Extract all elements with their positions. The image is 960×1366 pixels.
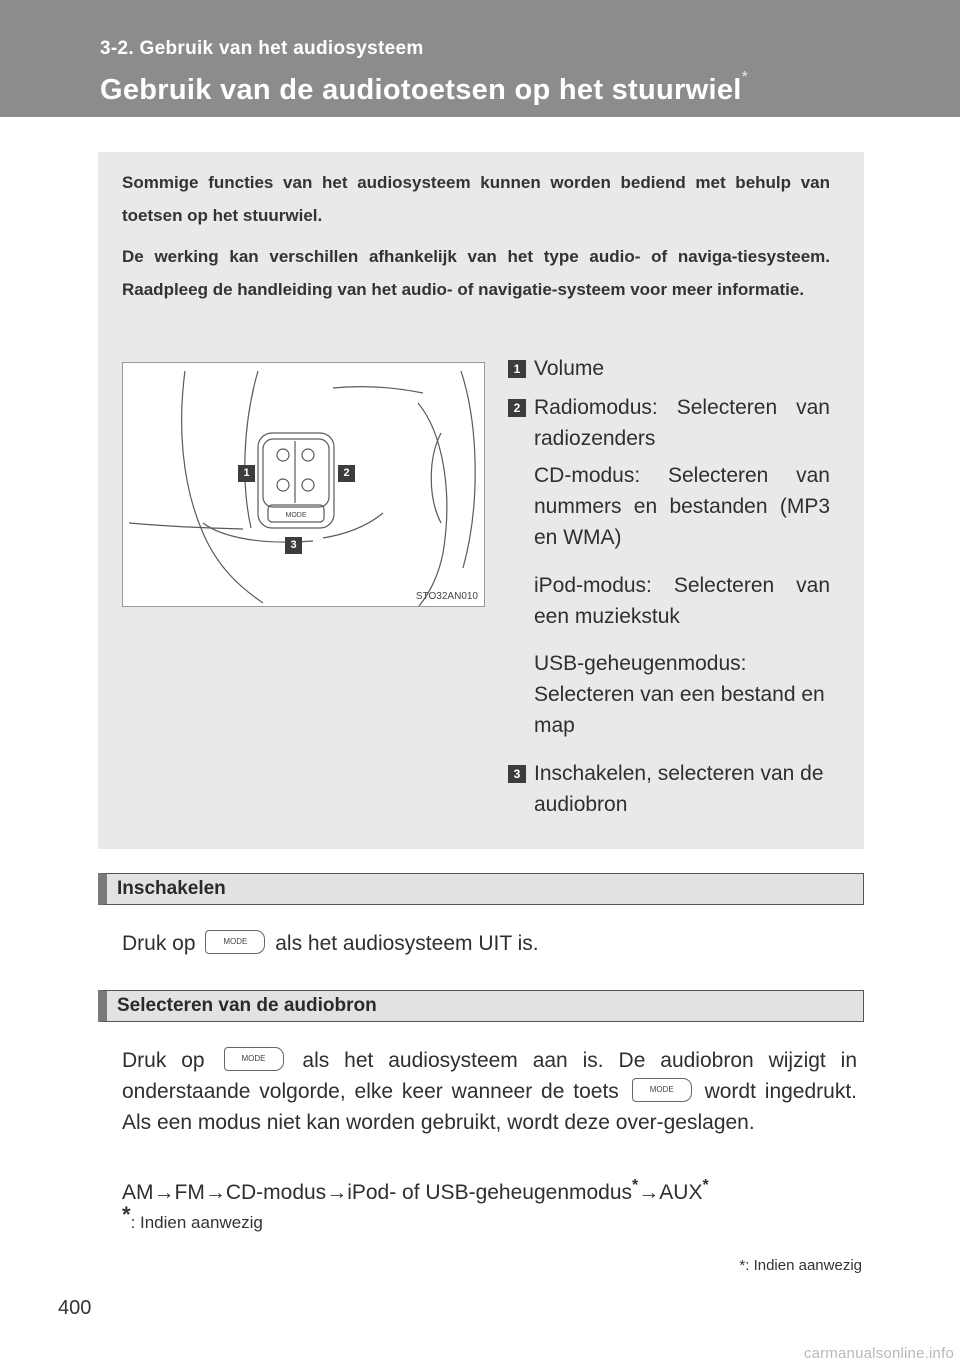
section2-paragraph: [122, 1045, 857, 1138]
legend-sub-ipod: [508, 570, 830, 632]
mode-sequence: [122, 1177, 857, 1210]
intro-paragraph-1: Sommige functies van het audiosysteem kunnen worden bediend met behulp van toetsen op het stuurwiel.: [122, 173, 830, 225]
legend-item-2: [508, 392, 830, 454]
section-label: 3-2. Gebruik van het audiosysteem: [100, 38, 424, 59]
footnote-asterisk: *: [122, 1202, 131, 1227]
legend-text-3: Inschakelen, selecteren van de audiobron: [534, 762, 824, 816]
callout-2: 2: [338, 465, 355, 482]
footnote-right-text: : Indien aanwezig: [745, 1257, 862, 1274]
page-title: [100, 69, 749, 107]
callout-3: 3: [285, 537, 302, 554]
legend-sub-usb-text: USB-geheugenmodus: Selecteren van een bestand en map: [534, 652, 825, 737]
footnote-right-asterisk: *: [739, 1257, 746, 1274]
intro-paragraph-2: De werking kan verschillen afhankelijk van het type audio- of naviga-tiesysteem. Raadpleeg de handleiding van het audio- of navigatie-systeem voor meer informatie.: [122, 247, 830, 299]
section2-text-a: Druk op: [122, 1049, 205, 1072]
legend-number-1: 1: [508, 360, 526, 378]
mode-key-icon: MODE: [224, 1047, 284, 1071]
legend-number-2: 2: [508, 399, 526, 417]
page-title-text: Gebruik van de audiotoetsen op het stuurwiel: [100, 74, 742, 106]
legend-sub-cd: [508, 460, 830, 553]
legend-text-1: Volume: [534, 357, 605, 380]
section-heading-audiobron: [98, 990, 864, 1022]
section-heading-text: Inschakelen: [117, 878, 226, 899]
footnote-right: [739, 1257, 862, 1274]
title-asterisk: *: [741, 69, 749, 87]
asterisk-mark: *: [632, 1177, 639, 1194]
legend-item-3: [508, 758, 830, 820]
footnote: [122, 1202, 263, 1234]
sequence-cd: CD-modus: [225, 1181, 327, 1204]
legend-number-3: 3: [508, 765, 526, 783]
sequence-fm: FM: [174, 1181, 205, 1204]
mode-key-icon: MODE: [632, 1078, 692, 1102]
section2-text-c: wordt ingedrukt. Als een modus niet kan worden gebruikt, wordt deze over-geslagen.: [122, 1080, 857, 1134]
legend-sub-cd-text: CD-modus: Selecteren van nummers en bestanden (MP3 en WMA): [534, 464, 830, 549]
figure-code: STO32AN010: [415, 591, 478, 602]
arrow-icon: →: [638, 1181, 660, 1204]
footnote-text: : Indien aanwezig: [130, 1213, 263, 1232]
section1-paragraph: [122, 928, 857, 959]
mode-key-icon: MODE: [205, 930, 265, 954]
legend-sub-ipod-text: iPod-modus: Selecteren van een muziekstuk: [534, 574, 830, 628]
asterisk-mark: *: [702, 1177, 709, 1194]
page-number: 400: [58, 1297, 92, 1319]
figure-mode-label: MODE: [285, 512, 307, 519]
legend-item-1: [508, 353, 830, 384]
callout-1: 1: [238, 465, 255, 482]
arrow-icon: →: [326, 1181, 348, 1204]
watermark[interactable]: carmanualsonline.info: [803, 1345, 954, 1362]
arrow-icon: →: [153, 1181, 175, 1204]
arrow-icon: →: [204, 1181, 226, 1204]
section-heading-text: Selecteren van de audiobron: [117, 995, 377, 1016]
steering-wheel-illustration: [122, 362, 485, 607]
steering-wheel-drawing: [123, 363, 484, 606]
section1-text-before: Druk op: [122, 932, 196, 955]
header-band: [0, 0, 960, 117]
section2-text-b: als het audiosysteem aan is. De audiobron wijzigt in onderstaande volgorde, elke keer wanneer de toets: [122, 1049, 857, 1103]
legend-sub-usb: [508, 648, 830, 741]
sequence-ipod-usb: iPod- of USB-geheugenmodus: [347, 1181, 633, 1204]
sequence-aux: AUX: [659, 1181, 703, 1204]
legend-text-2: Radiomodus: Selecteren van radiozenders: [534, 396, 830, 450]
section-heading-inschakelen: [98, 873, 864, 905]
section1-text-after: als het audiosysteem UIT is.: [275, 932, 539, 955]
sequence-am: AM: [122, 1181, 154, 1204]
